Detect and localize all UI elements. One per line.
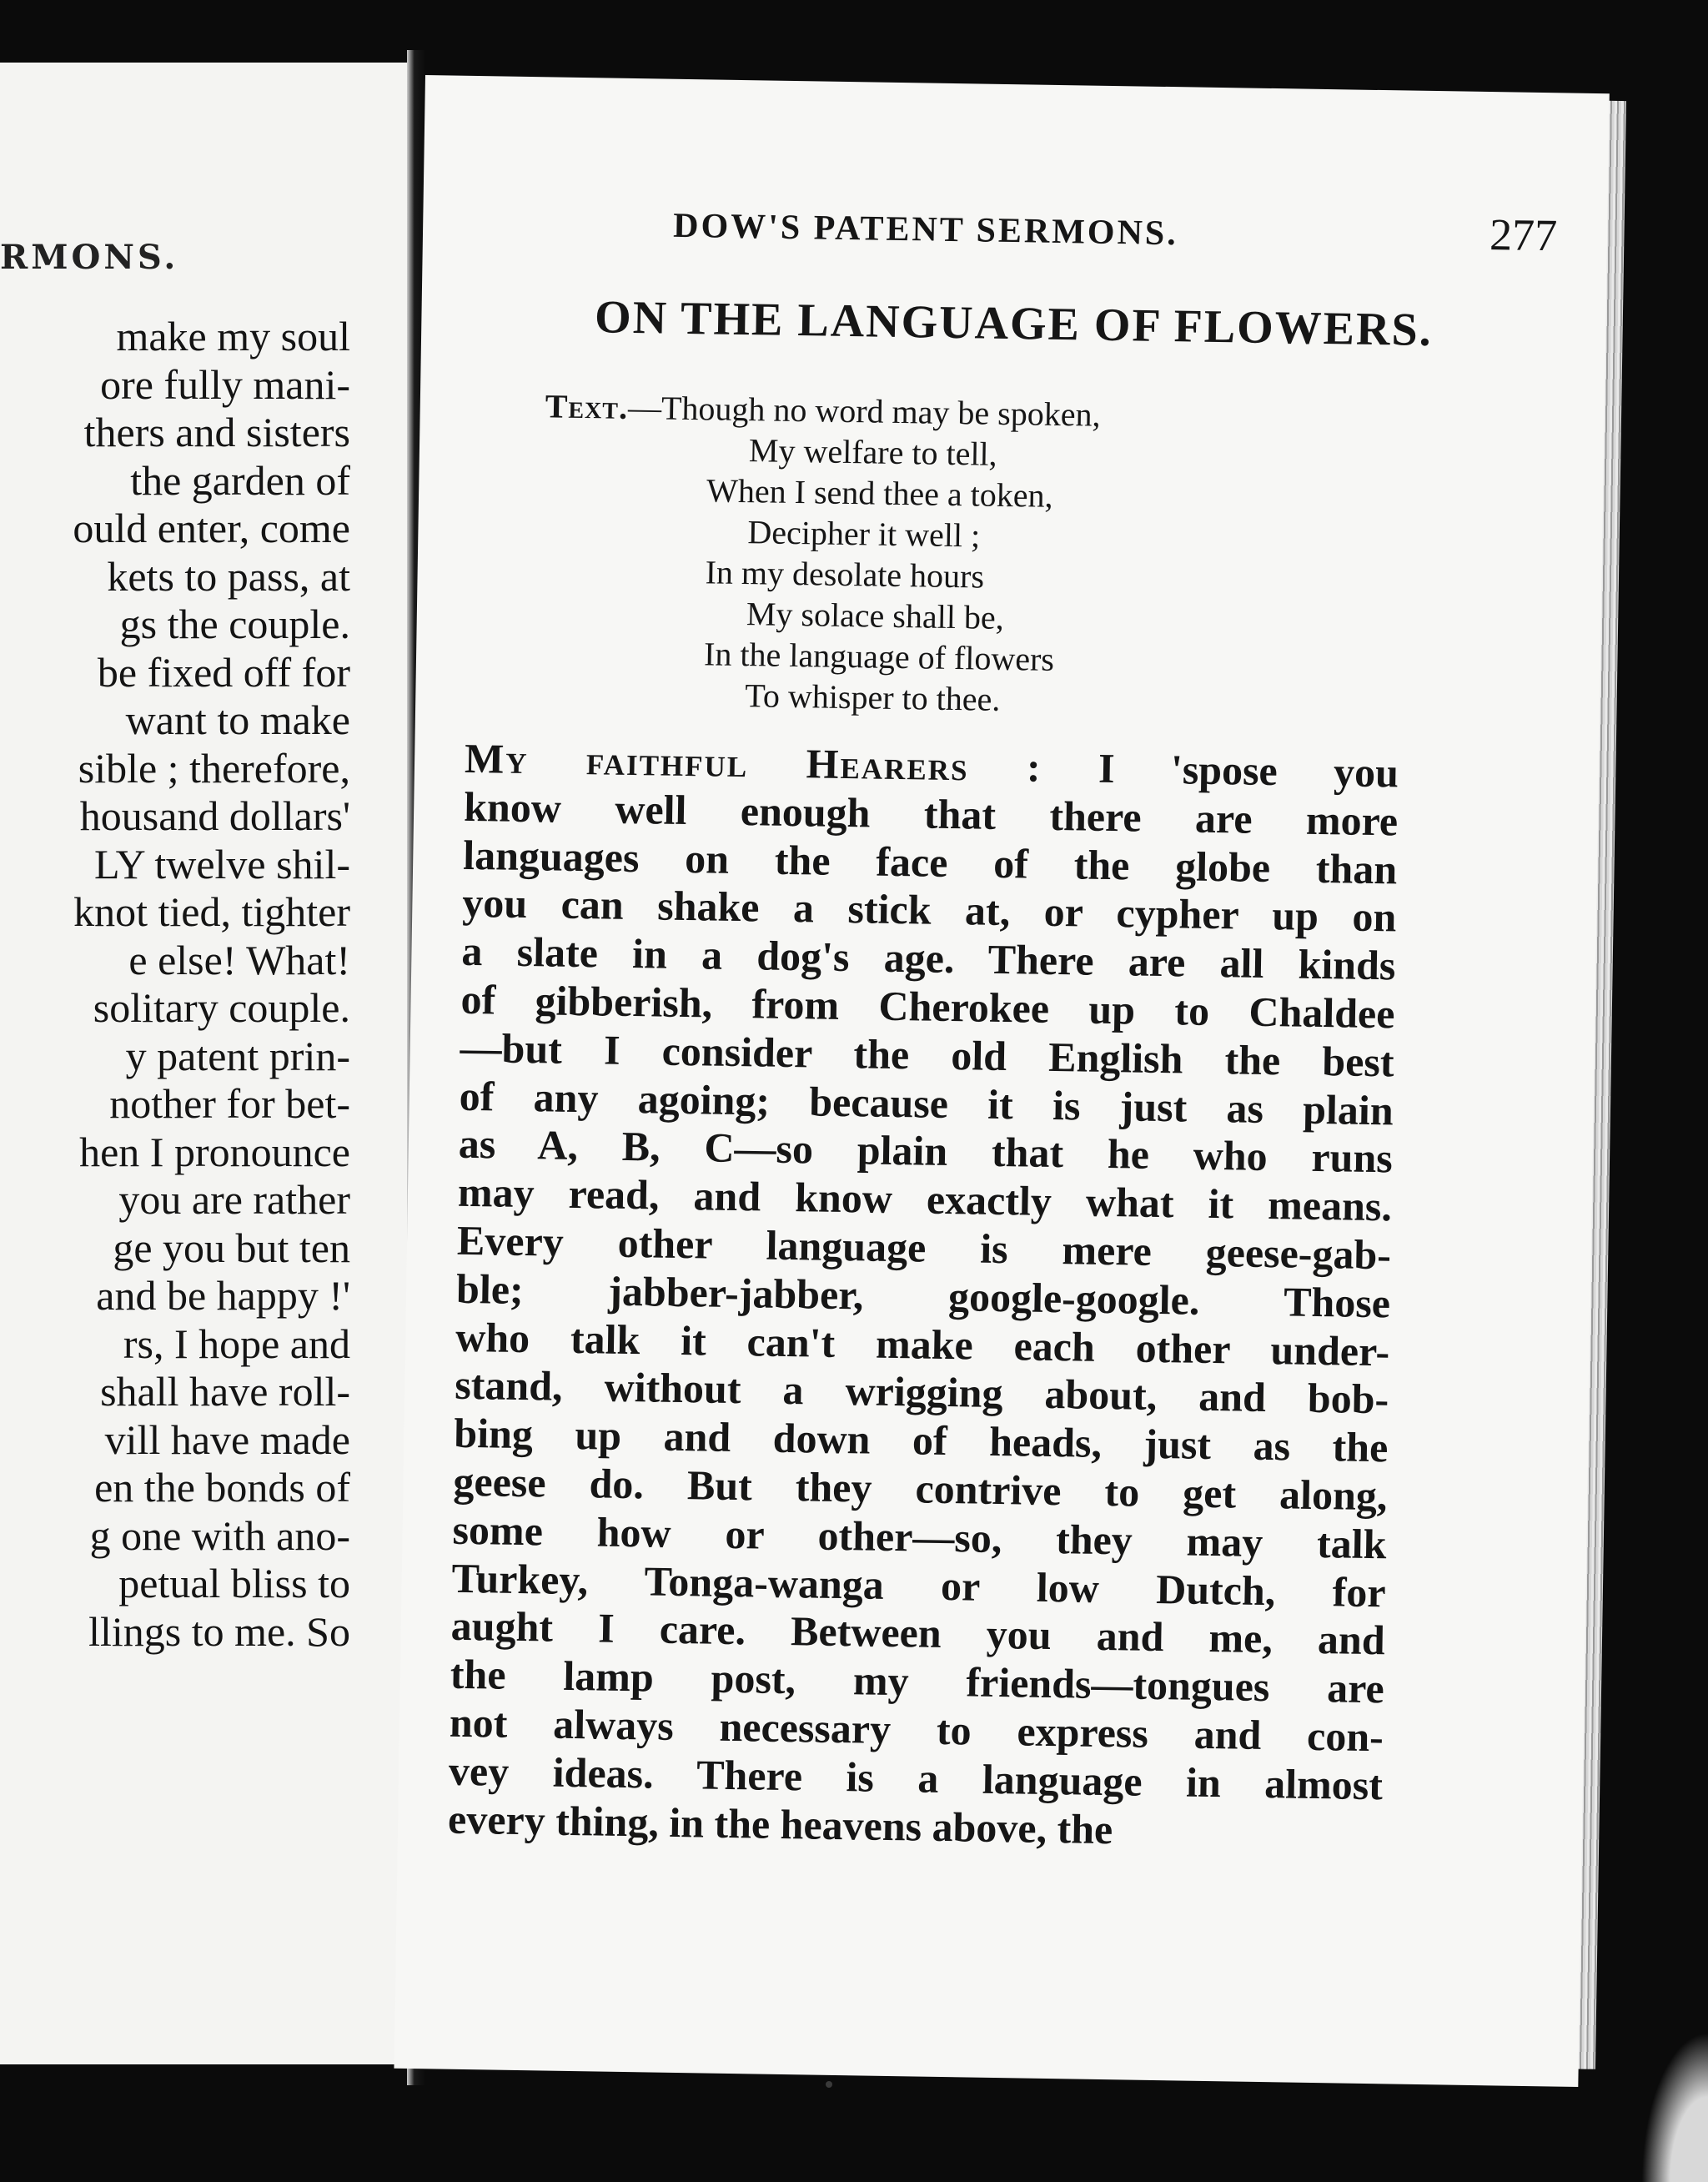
body-line: stand, without a wrigging about, and bob- <box>454 1361 1389 1423</box>
left-line: be fixed off for <box>97 648 350 696</box>
left-line: kets to pass, at <box>107 552 350 600</box>
left-line: ge you but ten <box>113 1224 350 1271</box>
body-line: you can shake a stick at, or cypher up on <box>461 879 1397 941</box>
body-line: know well enough that there are more <box>463 782 1399 845</box>
left-page-text <box>0 313 350 1656</box>
body-first-line-rest: I 'spose you <box>1098 744 1399 797</box>
body-line: —but I consider the old English the best <box>460 1023 1394 1086</box>
left-line: ould enter, come <box>73 505 350 551</box>
right-page <box>394 75 1609 2087</box>
right-running-head <box>673 196 1558 262</box>
left-line: make my soul <box>116 313 350 359</box>
left-page <box>0 63 417 2064</box>
running-head-title: DOW'S PATENT SERMONS. <box>672 206 1179 254</box>
page-number: 277 <box>1489 209 1558 261</box>
left-line: LY twelve shil- <box>94 840 350 887</box>
left-running-head: RMONS. <box>0 238 179 277</box>
body-line: Every other language is mere geese-gab- <box>456 1216 1392 1279</box>
left-line: shall have roll- <box>100 1368 350 1415</box>
epigraph-label: Text. <box>545 387 629 426</box>
epigraph-text: —Though no word may be spoken, <box>627 388 1101 434</box>
left-line: nother for bet- <box>109 1080 350 1127</box>
left-line: you are rather <box>118 1176 350 1223</box>
left-line: hen I pronounce <box>79 1128 350 1175</box>
body-line: ble; jabber-jabber, google-google. Those <box>455 1264 1391 1327</box>
epigraph-line: To whisper to thee. <box>745 676 1001 718</box>
body-line: Turkey, Tonga-wanga or low Dutch, for <box>451 1554 1387 1616</box>
left-line: vill have made <box>104 1415 350 1463</box>
scan-speck <box>826 2081 832 2088</box>
salutation: My faithful Hearers : <box>464 734 1043 791</box>
body-line: who talk it can't make each other under- <box>455 1313 1390 1375</box>
epigraph-line: In the language of flowers <box>703 635 1055 678</box>
body-line: of any agoing; because it is just as plain <box>459 1072 1394 1134</box>
left-line: e else! What! <box>128 936 350 983</box>
left-line: petual bliss to <box>118 1560 350 1606</box>
left-line: sible ; therefore, <box>78 744 350 792</box>
body-line: as A, B, C—so plain that he who runs <box>458 1120 1394 1182</box>
left-line: want to make <box>125 696 350 743</box>
body-line: of gibberish, from Cherokee up to Chaldee <box>460 975 1395 1038</box>
body-line: vey ideas. There is a language in almost <box>448 1747 1384 1809</box>
sermon-title: ON THE LANGUAGE OF FLOWERS. <box>594 291 1434 357</box>
sermon-body <box>448 735 1399 1858</box>
epigraph-line: Decipher it well ; <box>747 513 981 555</box>
left-line: solitary couple. <box>93 984 350 1031</box>
body-line: a slate in a dog's age. There are all kinds <box>461 928 1396 989</box>
epigraph <box>540 385 1379 726</box>
epigraph-line: When I send thee a token, <box>706 471 1053 515</box>
body-line: bing up and down of heads, just as the <box>453 1409 1389 1471</box>
left-line: and be happy !' <box>96 1272 350 1319</box>
body-line: the lamp post, my friends—tongues are <box>450 1650 1385 1712</box>
body-line: every thing, in the heavens above, the <box>447 1795 1113 1853</box>
body-line: aught I care. Between you and me, and <box>450 1602 1386 1664</box>
epigraph-line: My solace shall be, <box>746 595 1005 636</box>
left-line: housand dollars' <box>79 792 350 839</box>
body-line: geese do. But they contrive to get along, <box>453 1457 1388 1520</box>
body-line: may read, and know exactly what it means. <box>457 1168 1393 1230</box>
left-line: llings to me. So <box>88 1607 350 1655</box>
epigraph-line: My welfare to tell, <box>748 431 997 473</box>
left-line: thers and sisters <box>83 409 350 455</box>
left-line: en the bonds of <box>94 1464 350 1511</box>
left-line: ore fully mani- <box>100 360 350 408</box>
left-line: knot tied, tighter <box>73 888 350 935</box>
body-line: languages on the face of the globe than <box>462 831 1398 893</box>
body-line: some how or other—so, they may talk <box>452 1506 1387 1568</box>
body-line: not always necessary to express and con- <box>449 1698 1384 1761</box>
left-line: rs, I hope and <box>123 1320 350 1367</box>
left-line: gs the couple. <box>119 601 350 647</box>
left-line: g one with ano- <box>89 1511 350 1559</box>
page-corner <box>1641 2032 1708 2182</box>
left-line: the garden of <box>130 456 350 504</box>
left-line: y patent prin- <box>125 1032 350 1079</box>
epigraph-line: In my desolate hours <box>705 553 985 596</box>
